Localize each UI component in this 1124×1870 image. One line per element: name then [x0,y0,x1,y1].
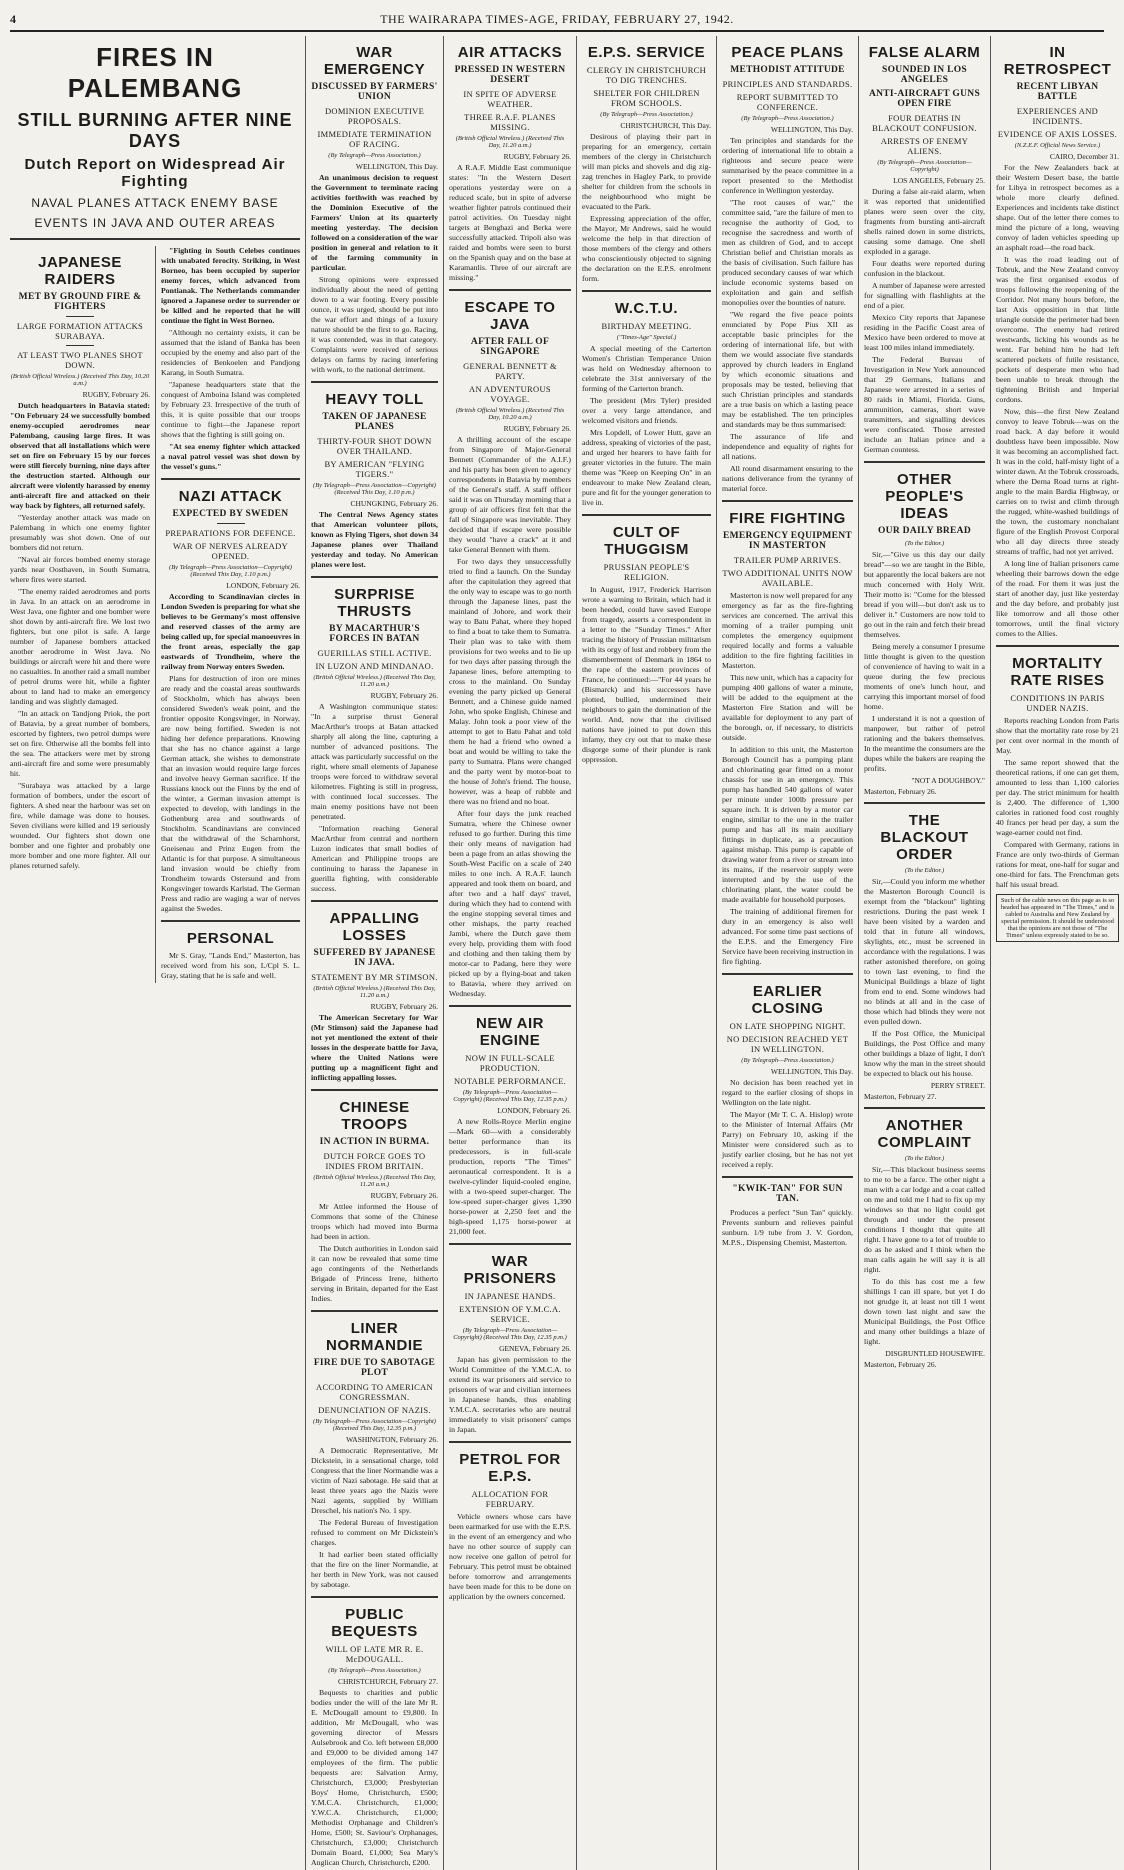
complaint-body: Sir,—This blackout business seems to me to be a farce. The other night a man with a car lodge and a coat called on me and told me I had to fix up my windows so that no light could get through and under the present conditions I thought that quite all right. I have gone to a lot of trouble to do as he asked and I think when the man calls again he will say it is all right. To do this has cost me a few shillings I can ill spare, but yet I do not grudge it, at least not till I went down town last night and saw the Municipal Buildings, the Post Office and many other buildings a blaze of light. [864,1165,985,1346]
eps-credit: (By Telegraph—Press Association.) [600,111,693,118]
column-5 [716,36,858,1870]
raiders-dateline: RUGBY, February 26. [82,390,150,399]
war-prisoners-credit: (By Telegraph—Press Association—Copyright) (Received This Day, 12.35 p.m.) [453,1327,567,1341]
false-alarm-dateline: LOS ANGELES, February 25. [893,176,985,185]
closing-sub1: ON LATE SHOPPING NIGHT. [729,1021,846,1031]
headline-blackout-order: THE BLACKOUT ORDER [880,812,969,863]
complaint-salute: (To the Editor.) [904,1155,945,1162]
eps-sub2: SHELTER FOR CHILDREN FROM SCHOOLS. [593,88,700,108]
headline-peace-plans: PEACE PLANS [731,44,844,61]
chinese-dateline: RUGBY, February 26. [370,1191,438,1200]
column-6 [858,36,990,1870]
nazi-credit: (By Telegraph—Press Association—Copyright) (Received This Day, 1.10 p.m.) [169,564,292,578]
times-cable-note: Such of the cable news on this page as is so headed has appeared in "The Times," and is cabled to Australia and New Zealand by special permission. It should be understood that the opinions are not those of "The Times" unless expressly stated to be so. [996,894,1119,942]
column-7 [990,36,1124,1870]
closing-body: No decision has been reached yet in regard to the earlier closing of shops in Wellington on the late night. The Mayor (Mr T. C. A. Hislop) wrote to the Minister of Internal Affairs (Mr Parry) on February 10, asking if the Minister were considered such as to justify earlier closing, but he has not yet received a reply. [722,1078,853,1169]
air-attacks-body: A R.A.F. Middle East communique states: "In the Western Desert operations yesterday were on a reduced scale, but in spite of adverse weather fighter patrols continued their patrol activities. On Tuesday night targets at Benghazi and Berka were successfully attacked. Tripoli also was raided and bombs were seen to burst on the Spanish quay and on the base at Karamanlis. Three of our aircraft are missing." [449,163,571,282]
appalling-sub1: SUFFERED BY JAPANESE IN JAVA. [313,948,436,968]
headline-kwik-tan: "KWIK-TAN" FOR SUN TAN. [732,1184,843,1204]
chinese-sub2: DUTCH FORCE GOES TO INDIES FROM BRITAIN. [323,1151,426,1171]
nazi-body: According to Scandinavian circles in London Sweden is preparing for what she believes to be Germany's most offensive and reserved classes of the army are being called up, for special manoeuvres in the front areas, especially the gap eastwards of Trondheim, where the railway from Norway enters Sweden. Plans for destruction of iron ore mines are ready and the coastal areas southwards of Stockholm, which has always been considered Sweden's weak point, and the frontier opposite Kongsvinger, in Norway, are now being fortified. Sweden is not hiding her defence preparations. Knowing that she has no chance against a large German attack, she wishes to demonstrate that an invasion would require large forces and involve heavy German sacrifice. If the Russians knock out the Finns by the end of the winter, a German invasion attempt is expected to develop, with landings in the Gothenburg area and southwards of Stockholm. Scandinavians are convinced that the withdrawal of the Scharnhorst, Gneisenau and Prinz Eugen from the Atlantic is for that purpose. A simultaneous land invasion would be chiefly from Trondheim towards Ostersund and from Kongsvinger towards Karlstad. The German Press and radio are waging a war of nerves against the Swedes. [161,592,300,913]
false-alarm-body: During a false air-raid alarm, when it was reported that unidentified planes were seen over the city, fragments from bursting anti-aircraft shells rained down in some districts, causing some damage. One shell exploded in a garage. Four deaths were reported during confusion in the blackout. A number of Japanese were arrested for signalling with flashlights at the end of a pier. Mexico City reports that Japanese residing in the Pacific Coast area of Mexico have been ordered to move at least 100 miles inland immediately. The Federal Bureau of Investigation in New York announced that 29 Germans, Italians and Japanese were arrested in a series of 80 raids in Miami, Florida. Guns, ammunition, cameras, short wave transmitters, and signalling devices were confiscated. Those arrested include an Italian prince and a German countess. [864,187,985,454]
headline-false-alarm: FALSE ALARM [868,44,981,61]
subhead-still-burning: STILL BURNING AFTER NINE DAYS [17,110,293,151]
wctu-sub1: BIRTHDAY MEETING. [601,321,692,331]
blackout-body: Sir,—Could you inform me whether the Masterton Borough Council is exempt from the "blackout" lighting restrictions. During the past week I have been visited by a warden and told that in future all windows, skylights, etc., must be screened in accordance with the regulations. I was rather astonished therefore, on going to town last evening, to find the Municipal Buildings a blaze of light from end to end. Some windows had no blinds at all and in the case of those which had blinds they were not even pulled down. If the Post Office, the Municipal Buildings, the Post Office and many other buildings a blaze of light, I don't know why the man in the street should be expected to black out his house. [864,877,985,1078]
ideas-signature: "NOT A DOUGHBOY." [911,776,985,785]
thuggism-body: In August, 1917, Frederick Harrison wrote a warning to Britain, which had it been heeded, could have saved Europe from tragedy, asserts a correspondent in a letter to the "Sunday Times." After tracing the history of Prussian militarism with its orgy of lust and robbery from the dismemberment of Denmark in 1864 to the rape of the eastern provinces of France, he continued:—"For 44 years he (Bismarck) and his successors have plotted, bullied, undermined their neighbours to gain the domination of the world. And, now that the civilised nations have joined to put down this infamy, they cry out that to make these disgorge some of their plunder is rank oppression. [582,585,711,764]
air-attacks-sub3: THREE R.A.F. PLANES MISSING. [464,112,556,132]
war-emergency-sub1: DISCUSSED BY FARMERS' UNION [311,82,438,102]
normandie-sub3: DENUNCIATION OF NAZIS. [318,1405,431,1415]
headline-other-peoples-ideas: OTHER PEOPLE'S IDEAS [885,471,964,522]
normandie-body: A Democratic Representative, Mr Dickstein, in a sensational charge, told Congress that the liner Normandie was a victim of Nazi sabotage. He said that at least three years ago the Nazis were Nazi agents, supplied by William Dreschel, his nation's No. 1 spy. The Federal Bureau of Investigation refused to comment on Mr Dickstein's charges. It had earlier been stated officially that the fire on the liner Normandie, at her berth in New York, was not caused by sabotage. [311,1446,438,1589]
surprise-dateline: RUGBY, February 26. [370,691,438,700]
air-engine-credit: (By Telegraph—Press Association—Copyright) (Received This Day, 12.35 p.m.) [453,1089,567,1103]
war-prisoners-sub2: EXTENSION OF Y.M.C.A. SERVICE. [459,1304,561,1324]
air-attacks-sub2: IN SPITE OF ADVERSE WEATHER. [463,89,557,109]
headline-earlier-closing: EARLIER CLOSING [751,983,824,1017]
headline-cult-thuggism: CULT OF THUGGISM [604,524,689,558]
war-emergency-credit: (By Telegraph—Press Association.) [328,152,421,159]
nazi-sub2: PREPARATIONS FOR DEFENCE. [165,528,296,538]
air-engine-dateline: LONDON, February 26. [497,1106,571,1115]
air-attacks-credit: (British Official Wireless.) (Received This Day, 11.20 a.m.) [455,135,565,149]
false-alarm-credit: (By Telegraph—Press Association—Copyright) [877,159,972,173]
chinese-credit: (British Official Wireless.) (Received This Day, 11.20 a.m.) [313,1174,436,1188]
normandie-dateline: WASHINGTON, February 26. [346,1435,438,1444]
heavy-toll-sub3: BY AMERICAN "FLYING TIGERS." [324,459,425,479]
subhead-dutch-report: Dutch Report on Widespread Air Fighting [24,156,286,190]
air-attacks-sub1: PRESSED IN WESTERN DESERT [454,65,566,85]
wctu-body: A special meeting of the Carterton Women's Christian Temperance Union was held on Wednesday afternoon to celebrate the 31st anniversary of the forming of the Carterton branch. The president (Mrs Tyler) presided over a very large attendance, and welcomed visitors and friends. Mrs Lopdell, of Lower Hutt, gave an address, speaking of victories of the past, and urged her hearers to have faith for greater victories in the future. The main theme was "Keep on Keeping On" in an endeavour to make New Zealand clean, pure and fit for the younger generation to live in. [582,344,711,507]
heavy-toll-sub1: TAKEN OF JAPANESE PLANES [322,412,427,432]
retrospect-body: For the New Zealanders back at their Western Desert base, the battle for Libya in retrospect becomes as a whole more clearly defined. Experiences and incidents take distinct shape. Out of the letter there comes to mind the picture of a long, weaving convoy of laden vehicles speeding up an asphalt road—the road back. It was the road leading out of Tobruk, and the New Zealand convoy was the first organised exodus of troops following the reopening of the Corridor. Not many hours before, the last Axis opposition in that little triangle outside the perimeter had been overcome. The enemy had retired westwards, licking his wounds as he went. Far behind him he had left scattered pockets of futile resistance, pockets of desperate men who had been unable to break through the tightening British and Imperial cordons. Now, this—the first New Zealand convoy to leave Tobruk—was on the road back. A day before it would doubtless have been impossible. Now it was becoming an accomplished fact. It was in the cold, half-misty light of a winter dawn. At the Tobruk crossroads, where the Derna Road turns at right-angle to the main Bardia Highway, or carries on to twist and climb through the rugged, white-washed buildings of the town, the customary nonchalant figure of the English Provost Corporal who all day directs three steady streams of traffic, had not yet arrived. A long line of Italian prisoners came wheeling their barrows down the edge of the road. For them it was just the start of another day, just like yesterday and the day before, and probably just like tomorrow and all those other tomorrows, until the final victory comes to the Allies. [996,163,1119,638]
appalling-credit: (British Official Wireless.) (Received This Day, 11.20 a.m.) [313,985,436,999]
raiders-credit: (British Official Wireless.) (Received This Day, 10.20 a.m.) [10,373,150,387]
surprise-credit: (British Official Wireless.) (Received This Day, 11.20 a.m.) [313,674,436,688]
eps-body: Desirous of playing their part in preparing for an emergency, certain members of the clergy in Christchurch will man picks and shovels and dig zig-zag trenches in Hagley Park, to provide shelter for children from the schools in the neighbourhood who might be evacuated to the Park. Expressing appreciation of the offer, the Mayor, Mr Andrews, said he would welcome the help in that direction of those members of the clergy and others who conscientiously objected to signing the declaration on the E.P.S. enrolment form. [582,132,711,283]
air-engine-body: A new Rolls-Royce Merlin engine—Mark 60—with a considerably better performance than its predecessors, is in full-scale production, reports "The Times" aeronautical correspondent. It is a twelve-cylinder liquid-cooled engine, with a two-speed super-charger. The low-speed super-charger gives 1,390 horse-power at 2,250 feet and the high-speed 1,175 horse-power at 21,000 feet. [449,1117,571,1236]
headline-petrol-eps: PETROL FOR E.P.S. [459,1451,561,1485]
retrospect-sub2: EXPERIENCES AND INCIDENTS. [1016,106,1099,126]
retrospect-credit: (N.Z.E.F. Official News Service.) [1014,142,1101,149]
headline-eps-service: E.P.S. SERVICE [587,44,706,61]
bequests-dateline: CHRISTCHURCH, February 27. [337,1677,438,1686]
escape-dateline: RUGBY, February 26. [503,424,571,433]
eps-dateline: CHRISTCHURCH, This Day. [620,121,711,130]
surprise-sub2: GUERILLAS STILL ACTIVE. [317,648,432,658]
ideas-body: Sir,—"Give us this day our daily bread"—so we are taught in the Bible, but apparently the local bakers are not much concerned with Holy Writ. Their motto is: "Come for the blessed bread if you will—but don't ask us to deliver it." Customers are now told to go out in the rain and fetch their bread themselves. Being merely a consumer I presume little thought is given to the question of convenience of having to wait in a queue during the few precious moments of one's lunch hour, and carrying this important morsel of food home. I understand it is not a question of manpower, but rather of petrol rationing and the bakers themselves. In the meantime the consumers are the dupes while the bakers are reaping the profits. [864,550,985,773]
headline-wctu: W.C.T.U. [614,300,679,317]
kwik-body: Produces a perfect "Sun Tan" quickly. Prevents sunburn and relieves painful sunburn. 1/9 tube from J. V. Gordon, M.P.S., Dispensing Chemist, Masterton. [722,1208,853,1247]
appalling-dateline: RUGBY, February 26. [370,1002,438,1011]
false-alarm-sub2: ANTI-AIRCRAFT GUNS OPEN FIRE [868,89,981,109]
ideas-salute: (To the Editor.) [904,540,945,547]
retrospect-sub1: RECENT LIBYAN BATTLE [1016,82,1099,102]
masthead [10,8,1104,32]
headline-in-retrospect: IN RETROSPECT [1003,44,1112,78]
raiders-body: Dutch headquarters in Batavia stated: "On February 24 we successfully bombed enemy-occupied aerodromes near Palembang, causing large fires. It was observed that all installations which were set on fire on February 15 by our forces were still fiercely burning, nine days after the destruction started. Although our aircraft were violently harassed by enemy anti-aircraft fire and attacked on their way back by fighters, all returned safely. "Yesterday another attack was made on Palembang in which one enemy fighter presumably was shot down. One of our bombers did not return. "Naval air forces bombed enemy storage yards near Oosthaven, in South Sumatra, where fires were started. "The enemy raided aerodromes and ports in Java. In an attack on an aerodrome in West Java, one fighter and one bomber were shot down by anti-aircraft fire. We lost two fighters, but one pilot is safe. A large number of Japanese bombers attacked another aerodrome in West Java. No buildings or aircraft were hit and there were no casualties. In another raid a small number of petrol drums were hit, while a fighter about to land had to make an emergency landing and was slightly damaged. "In an attack on Tandjong Priok, the port of Batavia, by a great number of bombers, escorted by fighters, two petrol dumps were set on fire. Otherwise all the bombs fell into the sea. The attackers were met by strong anti-aircraft fire and some were presumably hit. "Surabaya was attacked by a large formation of bombers, under the escort of fighters. A shed near the harbour was set on fire, while damage was done to houses. Seven civilians were killed and 19 seriously wounded. Our fighters shot down one bomber and one fighter and probably one more bomber and one more fighter. All our planes returned safely. [10,401,150,870]
war-prisoners-sub1: IN JAPANESE HANDS. [464,1291,556,1301]
column-4 [576,36,716,1870]
surprise-body: A Washington communique states: "In a surprise thrust General MacArthur's troops at Batan attacked sharply all along the line, capturing a number of advanced positions. The attack was particularly successful on the right, where small elements of Japanese troops were forced to withdraw several kilometres. Fighting is still in progress, with continued local successes. The main enemy positions have not been penetrated. "Information reaching General MacArthur from central and northern Luzon indicates that small bodies of American and Philippine troops are continuing to harass the Japanese in guerilla fighting, with considerable success. [311,702,438,893]
headline-air-attacks: AIR ATTACKS [457,44,563,61]
surprise-sub3: IN LUZON AND MINDANAO. [315,661,434,671]
raiders-body-cont: "Fighting in South Celebes continues with unabated ferocity. Striking, in West Borneo, has been occupied by superior enemy forces, which advanced from Pontianak. The Netherlands commander ignored a Japanese order to surrender or be killed and he reported that he will continue the fight in West Borneo. "Although no certainty exists, it can be assumed that the island of Banka has been occupied by the enemy and also part of the residencies of Benkoelen and Pandjong Karang, in South Sumatra. "Japanese headquarters state that the conquest of Amboina Island was completed by February 23. Irrespective of the truth of this, it is quite possible that our troops continue to fight—the Japanese report shows that the fighting is still going on. "At sea enemy fighter which attacked a naval patrol vessel was shot down by the vessel's guns." [161,246,300,471]
column-3 [443,36,576,1870]
nazi-dateline: LONDON, February 26. [226,581,300,590]
appalling-sub2: STATEMENT BY MR STIMSON. [311,972,438,982]
headline-surprise-thrusts: SURPRISE THRUSTS [334,586,415,620]
fire-sub3: TWO ADDITIONAL UNITS NOW AVAILABLE. [722,568,853,588]
headline-palembang: FIRES IN PALEMBANG [67,42,243,103]
escape-credit: (British Official Wireless.) (Received This Day, 10.20 a.m.) [455,407,565,421]
peace-sub3: REPORT SUBMITTED TO CONFERENCE. [736,92,839,112]
peace-sub2: PRINCIPLES AND STANDARDS. [722,79,853,89]
escape-sub3: AN ADVENTUROUS VOYAGE. [469,384,551,404]
headline-new-air-engine: NEW AIR ENGINE [476,1015,544,1049]
headline-appalling-losses: APPALLING LOSSES [329,910,420,944]
headline-chinese-troops: CHINESE TROOPS [339,1099,410,1133]
heavy-toll-body: The Central News Agency states that American volunteer pilots, known as Flying Tigers, shot down 34 Japanese planes over Thailand yesterday and today. No American planes were lost. [311,510,438,569]
false-alarm-sub4: ARRESTS OF ENEMY ALIENS. [880,136,969,156]
heavy-toll-credit: (By Telegraph—Press Association—Copyright) (Received This Day, 1.10 p.m.) [313,482,436,496]
chinese-sub1: IN ACTION IN BURMA. [319,1137,430,1147]
column-2 [305,36,443,1870]
nazi-sub1: EXPECTED BY SWEDEN [172,509,289,519]
retrospect-dateline: CAIRO, December 31. [1049,152,1119,161]
appalling-body: The American Secretary for War (Mr Stimson) said the Japanese had not yet mentioned the extent of their losses in the desperate battle for Java, where the United Nations were putting up a magnificent fight and inflicting appalling losses. [311,1013,438,1082]
air-engine-sub1: NOW IN FULL-SCALE PRODUCTION. [465,1053,555,1073]
false-alarm-sub3: FOUR DEATHS IN BLACKOUT CONFUSION. [872,113,977,133]
bequests-credit: (By Telegraph—Press Association.) [328,1667,421,1674]
headline-japanese-raiders: JAPANESE RAIDERS [38,254,122,288]
complaint-place: Masterton, February 26. [864,1360,937,1369]
fire-sub2: TRAILER PUMP ARRIVES. [733,555,842,565]
escape-sub2: GENERAL BENNETT & PARTY. [463,361,557,381]
petrol-body: Vehicle owners whose cars have been earmarked for use with the E.P.S. in the event of an emergency and who have no other source of supply can now receive one gallon of petrol for February. This petrol must be obtained before tomorrow and arrangements have been made for this to be done on application by the owners concerned. [449,1512,571,1601]
normandie-sub1: FIRE DUE TO SABOTAGE PLOT [313,1358,436,1378]
subhead-events-java: EVENTS IN JAVA AND OUTER AREAS [34,216,276,230]
air-engine-sub2: NOTABLE PERFORMANCE. [453,1076,567,1086]
thuggism-sub1: PRUSSIAN PEOPLE'S RELIGION. [603,562,690,582]
retrospect-sub3: EVIDENCE OF AXIS LOSSES. [997,129,1118,139]
headline-public-bequests: PUBLIC BEQUESTS [331,1606,418,1640]
ideas-sub1: OUR DAILY BREAD [877,526,971,536]
column-1 [10,36,305,1870]
war-emergency-sub2: DOMINION EXECUTIVE PROPOSALS. [324,106,425,126]
headline-heavy-toll: HEAVY TOLL [325,391,424,408]
newspaper-title: THE WAIRARAPA TIMES-AGE, FRIDAY, FEBRUARY 27, 1942. [380,11,734,26]
escape-sub1: AFTER FALL OF SINGAPORE [470,337,550,357]
petrol-sub1: ALLOCATION FOR FEBRUARY. [471,1489,549,1509]
peace-dateline: WELLINGTON, This Day. [770,125,853,134]
headline-escape-java: ESCAPE TO JAVA [464,299,556,333]
personal-body: Mr S. Gray, "Lands End," Masterton, has received word from his son, L/Cpl S. L. Gray, stating that he is safe and well. [161,951,300,980]
mortality-body: Reports reaching London from Paris show that the mortality rate rose by 21 per cent over normal in the month of May. The same report showed that the theoretical rations, if one can get them, amounted to less than 1,100 calories per day. The strict minimum for health is 2,400. The difference of 1,300 calories in rationed food cost roughly 40 francs per head per day, a sum the wage-earner could not find. Compared with Germany, rations in France are only two-thirds of German rations for meat, one-half for sugar and one-third for fats. The Frenchman gets half his usual bread. [996,716,1119,889]
war-prisoners-body: Japan has given permission to the World Committee of the Y.M.C.A. to extend its war prisoners aid service to prisoners of war and civilian internees in Japanese hands, thus enabling Y.M.C.A. secretaries who are neutral immediately to visit prisoners' camps in Japan. [449,1355,571,1434]
headline-mortality-rate: MORTALITY RATE RISES [1010,655,1105,689]
fire-body: Masterton is now well prepared for any emergency as far as the fire-fighting services are concerned. The arrival this morning of a trailer pumping unit completes the emergency equipment required locally and forms a valuable addition to the fire fighting facilities in Masterton. This new unit, which has a capacity for pumping 400 gallons of water a minute, will be added to the equipment at the Masterton Fire Station and will be available for deployment to any part of the borough, or, if necessary, to districts outside. In addition to this unit, the Masterton Borough Council has a pumping plant and chlorinating gear fitted on a motor chassis for use in an emergency. This pump has handled 540 gallons of water per minute under 100lb pressure per square inch. It is driven by a motor car engine, similar to the one in the trailer pump and has all its main auxiliary fittings in duplicate, as a precaution against mishap. This pump is capable of drawing water from a river or stream into its mains, if the reservoir supply were interrupted and by the use of the chlorinating plant, the water could be made available for household purposes. The training of additional firemen for duty in an emergency is also well advanced. For some time past sections of the E.P.S. and the Emergency Fire Service have been receiving instruction in fire fighting. [722,591,853,966]
normandie-credit: (By Telegraph—Press Association—Copyright) (Received This Day, 12.35 p.m.) [313,1418,436,1432]
bequests-sub1: WILL OF LATE MR R. E. McDOUGALL. [325,1644,424,1664]
heavy-toll-sub2: THIRTY-FOUR SHOT DOWN OVER THAILAND. [317,436,432,456]
headline-fire-fighting: FIRE FIGHTING [729,510,846,527]
closing-credit: (By Telegraph—Press Association.) [741,1057,834,1064]
normandie-sub2: ACCORDING TO AMERICAN CONGRESSMAN. [316,1382,433,1402]
heavy-toll-dateline: CHUNGKING, February 26. [350,499,438,508]
blackout-place: Masterton, February 27. [864,1092,937,1101]
war-emergency-sub3: IMMEDIATE TERMINATION OF RACING. [317,129,432,149]
closing-sub2: NO DECISION REACHED YET IN WELLINGTON. [726,1034,849,1054]
blackout-salute: (To the Editor.) [904,867,945,874]
air-attacks-dateline: RUGBY, February 26. [503,152,571,161]
headline-another-complaint: ANOTHER COMPLAINT [877,1117,972,1151]
war-emergency-dateline: WELLINGTON, This Day. [355,162,438,171]
bequests-body: Bequests to charities and public bodies under the will of the late Mr R. E. McDougall amount to £9,800. In addition, Mr McDougall, who was governing director of Messrs Aulsebrook and Co. left between £8,000 and £9,000 to be divided among 147 employees of the firm. The public bequests are: Salvation Army, Christchurch, £3,000; Presbyterian Boys' Home, Christchurch, £500; Y.M.C.A. Christchurch, £1,000; Y.W.C.A. Christchurch, £1,000; Methodist Orphanage and Children's Home, £500; St. Saviour's Orphanages, Christchurch, £3,000; Christchurch Domain Board, £1,000; Sea Mary's Anglican Church, Christchurch, £200. [311,1688,438,1867]
raiders-sub1: MET BY GROUND FIRE & FIGHTERS [18,292,142,312]
surprise-sub1: BY MACARTHUR'S FORCES IN BATAN [329,624,420,644]
subhead-naval-planes: NAVAL PLANES ATTACK ENEMY BASE [31,196,279,210]
blackout-signature: PERRY STREET. [930,1081,985,1090]
raiders-sub2: LARGE FORMATION ATTACKS SURABAYA. [16,321,144,341]
war-emergency-body: An unanimous decision to request the Government to terminate racing activities forthwith was reached by the Dominion Executive of the Farmers' Union at its quarterly meeting yesterday. The decision followed on a consideration of the war position in general and relation to it of the farming community in particular. Strong opinions were expressed individually about the need of getting down to a war footing. Every possible ounce, it was urged, should be put into the war effort and things of a luxury nature should be the first to go. Racing, it was contended, was in that category. Complaints were received of serious delays on farms by racing interfering with work, to the national detriment. [311,173,438,374]
fire-sub1: EMERGENCY EQUIPMENT IN MASTERTON [722,531,853,551]
false-alarm-sub1: SOUNDED IN LOS ANGELES [882,65,967,85]
headline-personal: PERSONAL [186,930,275,947]
eps-sub1: CLERGY IN CHRISTCHURCH TO DIG TRENCHES. [586,65,707,85]
wctu-credit: ("Times-Age" Special.) [616,334,677,341]
war-prisoners-dateline: GENEVA, February 26. [499,1344,571,1353]
raiders-sub3: AT LEAST TWO PLANES SHOT DOWN. [17,350,143,370]
headline-liner-normandie: LINER NORMANDIE [326,1320,423,1354]
headline-nazi-attack: NAZI ATTACK [178,488,283,505]
peace-sub1: METHODIST ATTITUDE [730,65,845,75]
nazi-sub3: WAR OF NERVES ALREADY OPENED. [173,541,288,561]
closing-dateline: WELLINGTON, This Day. [770,1067,853,1076]
headline-war-prisoners: WAR PRISONERS [463,1253,557,1287]
chinese-body: Mr Attlee informed the House of Commons that some of the Chinese troops which had moved into Burma had been in action. The Dutch authorities in London said it can now be revealed that some time ago contingents of the Netherlands Brigade of Princess Irene, hitherto serving in Britain, departed for the East Indies. [311,1202,438,1303]
headline-war-emergency: WAR EMERGENCY [323,44,426,78]
peace-body: Ten principles and standards for the ordering of international life to obtain a righteous and secure peace were summarised by the peace committee in a report presented to the Methodist conference in Wellington yesterday. "The root causes of war," the committee said, "are the failure of men to recognise the authority of God, to recognise the sacredness and worth of men as children of God, and to accept Christian belief and Christian morals as the basis of civilisation. Such failure has produced secondary causes of war which include economic systems based on exploitation and gain and selfish monopolies over the bounties of nature. "We regard the five peace points enunciated by Pope Pius XII as acceptable basic principles for the ordering of international life, but with them we would associate five standards approved by church leaders in England by which economic situations and proposals may be tested, believing that such Christian principles and standards are a true basis on which a lasting peace may be established. The ten principles and standards may be thus summarised: The assurance of life and independence and equality of rights for all nations. All round disarmament ensuring to the nations deliverance from the tyranny of material force. [722,136,853,493]
ideas-place: Masterton, February 26. [864,787,937,796]
peace-credit: (By Telegraph—Press Association.) [741,115,834,122]
escape-body: A thrilling account of the escape from Singapore of Major-General Bennett (Commander of the A.I.F.) and his party has been given to agency correspondents in Batavia by members of the General's staff. A staff officer said it was on Thursday morning that a group of air officers first felt that the fall of Singapore was inevitable. They decided that if escape were possible they would "have a crack" at it and take General Bennett with them. For two days they unsuccessfully tried to find a launch. On the Sunday after the capitulation they agreed that the only way to escape was to go north through the Japanese lines, past the mainland of Johore, and work their way to Batu Pahat, where they hoped to find a boat to take them to Sumatra. Their plan was to take with them provisions for two weeks and to lie up for two days after passing through the Japanese lines, before attempting to cross to the mainland. On Sunday evening the party picked up General Bennett, and a Chinese guide named John, who spoke English, Chinese and Malay. John took a poor view of the attempt to get to Batu Pahat and told them he had a friend who owned a boat and would be willing to take the party to Sumatra. Plans were changed and the party went by motor-boat to the house of John's friend. The house, however, was a heap of rubble and there was no friend and no boat. After four days the junk reached Sumatra, where the Chinese owner refused to go further. During this time their only means of navigation had been a page from an atlas showing the South-West Pacific on a scale of 240 miles to one inch. A R.A.F. launch appeared and took them on board, and after two and a half days' travel, during which they had to contend with the engine stopping several times and other mishaps, the party reached Jambi, where the Dutch gave them every help, providing them with food and clothing and then taking them by motor-car to Padang, here they were picked up by a flying-boat and taken to Batavia, where they arrived on Wednesday. [449,435,571,998]
complaint-signature: DISGRUNTLED HOUSEWIFE. [885,1349,985,1358]
page-number: 4 [10,11,16,26]
mortality-sub1: CONDITIONS IN PARIS UNDER NAZIS. [1010,693,1105,713]
